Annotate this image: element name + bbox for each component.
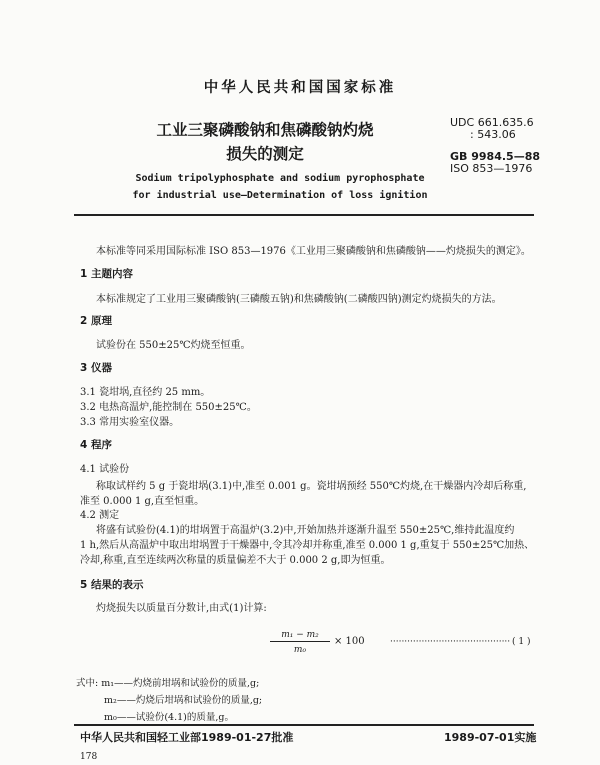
- section-3-item: 3.2 电热高温炉,能控制在 550±25℃。: [80, 402, 257, 413]
- formula-leader-dots: ··········································: [390, 637, 511, 647]
- effective-date: 1989-07-01实施: [444, 731, 537, 744]
- section-4-2-body: 将盛有试验份(4.1)的坩埚置于高温炉(3.2)中,开始加热并逐渐升温至 550±25℃,维持此温度约: [96, 525, 515, 536]
- equation-number: ( 1 ): [512, 637, 531, 647]
- section-4-2-body: 1 h,然后从高温炉中取出坩埚置于干燥器中,令其冷却并称重,准至 0.000 1 g,重复于 550±25℃加热、: [80, 540, 535, 551]
- document-title-en-line2: for industrial use—Determination of loss ignition: [132, 190, 428, 201]
- formula-fraction-bar: [270, 641, 330, 642]
- legend-line: 式中: m₁——灼烧前坩埚和试验份的质量,g;: [76, 678, 260, 689]
- legend-line: m₂——灼烧后坩埚和试验份的质量,g;: [104, 695, 263, 706]
- section-3-heading: 3 仪器: [80, 362, 112, 374]
- udc-code-sub: : 543.06: [470, 128, 516, 141]
- section-2-heading: 2 原理: [80, 315, 112, 327]
- header-divider: [74, 214, 534, 216]
- formula-numerator: m₁ − m₂: [281, 630, 319, 640]
- section-4-1-heading: 4.1 试验份: [80, 464, 130, 475]
- section-4-2-heading: 4.2 测定: [80, 510, 120, 521]
- section-4-2-body: 冷却,称重,直至连续两次称量的质量偏差不大于 0.000 2 g,即为恒重。: [80, 555, 391, 566]
- intro-paragraph: 本标准等同采用国际标准 ISO 853—1976《工业用三聚磷酸钠和焦磷酸钠——灼烧损失的测定》。: [96, 246, 531, 257]
- section-3-item: 3.3 常用实验室仪器。: [80, 417, 180, 428]
- approval-date: 中华人民共和国轻工业部1989-01-27批准: [80, 731, 294, 744]
- section-5-body: 灼烧损失以质量百分数计,由式(1)计算:: [96, 603, 267, 614]
- iso-number: ISO 853—1976: [450, 162, 533, 175]
- section-5-heading: 5 结果的表示: [80, 579, 144, 591]
- page-number: 178: [80, 752, 98, 762]
- section-2-body: 试验份在 550±25℃灼烧至恒重。: [96, 340, 251, 351]
- section-1-body: 本标准规定了工业用三聚磷酸钠(三磷酸五钠)和焦磷酸钠(二磷酸四钠)测定灼烧损失的方法。: [96, 294, 502, 305]
- udc-code: UDC 661.635.6: [450, 116, 534, 129]
- formula-denominator: m₀: [293, 645, 307, 655]
- formula-multiplier: × 100: [334, 636, 365, 647]
- gb-number: GB 9984.5—88: [450, 150, 540, 163]
- legend-line: m₀——试验份(4.1)的质量,g。: [104, 712, 234, 723]
- section-4-heading: 4 程序: [80, 439, 112, 451]
- section-4-1-body: 准至 0.000 1 g,直至恒重。: [80, 496, 205, 507]
- section-1-heading: 1 主题内容: [80, 268, 133, 280]
- document-title-cn: 工业三聚磷酸钠和焦磷酸钠灼烧损失的测定: [156, 121, 374, 163]
- document-title-en-line1: Sodium tripolyphosphate and sodium pyrophosphate: [135, 173, 425, 184]
- standard-header: 中华人民共和国国家标准: [203, 80, 397, 96]
- section-3-item: 3.1 瓷坩埚,直径约 25 mm。: [80, 387, 211, 398]
- section-4-1-body: 称取试样约 5 g 于瓷坩埚(3.1)中,准至 0.001 g。瓷坩埚预经 550℃灼烧,在干燥器内冷却后称重,: [96, 481, 527, 492]
- footer-divider: [74, 724, 534, 726]
